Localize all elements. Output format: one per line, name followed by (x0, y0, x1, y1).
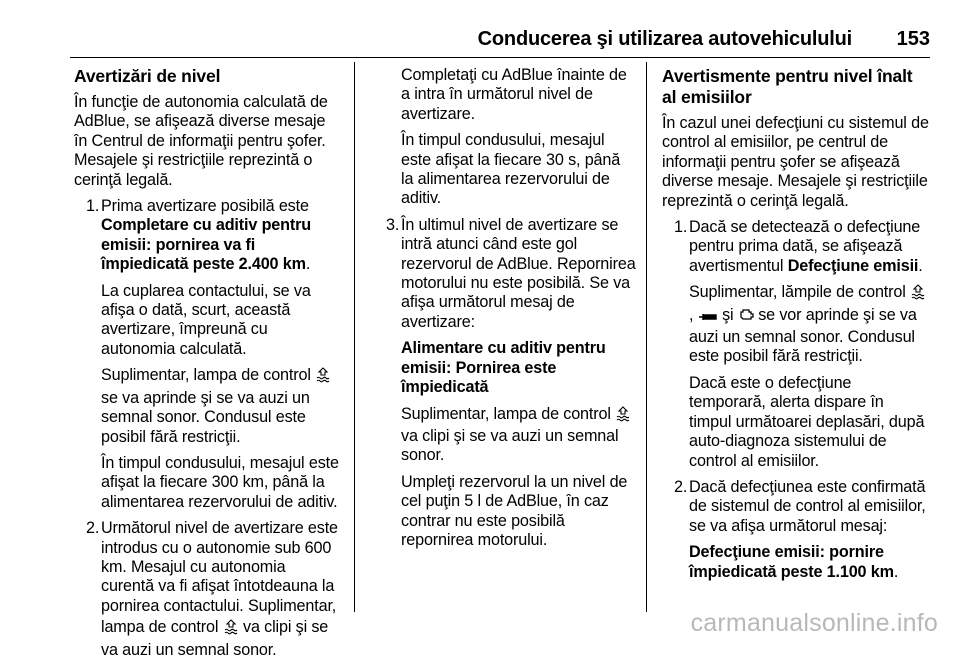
header-rule (70, 57, 930, 58)
adblue-warning-icon (910, 284, 926, 305)
text: Suplimentar, lămpile de control (689, 283, 906, 302)
text: va clipi şi se va auzi un semnal sonor. (401, 426, 619, 465)
list-item-text: Următorul nivel de avertizare este introdus cu o autonomie sub 600 km. Mesajul cu autonomia curentă va fi afişat întotdeauna la pornirea contactului. Suplimentar, (101, 519, 338, 615)
list-number: 2. (674, 477, 688, 496)
text: va clipi şi se va auzi un semnal sonor. (101, 618, 329, 659)
list-number: 3. (386, 215, 400, 234)
paragraph: Dacă este o defecţiune temporară, alerta dispare în timpul următoarei deplasări, după auto-diagnoza sistemului de control al emisiilor. (689, 373, 925, 470)
item-text: Prima avertizare posibilă este (101, 197, 309, 216)
adblue-warning-icon (615, 406, 631, 427)
list-item (74, 197, 342, 512)
text: Suplimentar, lampa de control (401, 404, 611, 423)
page-header (70, 22, 930, 62)
column-divider-2 (646, 62, 647, 612)
watermark: carmanualsonline.info (690, 609, 938, 637)
preheat-glow-plug-icon (698, 309, 718, 328)
item-text: Dacă se detectează o defecţiune pentru prima dată, se afişează avertismentul (689, 218, 921, 275)
column-1 (74, 62, 342, 667)
text: lampa de control (101, 618, 219, 637)
paragraph: La cuplarea contactului, se va afişa o dată, scurt, această avertizare, împreună cu autonomia calculată. (101, 281, 311, 358)
column-divider-1 (354, 62, 355, 612)
paragraph (689, 283, 930, 367)
list-item-text: Dacă defecţiunea este confirmată de sistemul de control al emisiilor, se va afişa următorul mesaj: (689, 477, 926, 535)
warning-list (74, 197, 342, 660)
list-item-text: În ultimul nivel de avertizare se intră atunci când este gol rezervorul de AdBlue. Repornirea motorului nu este posibilă. Se va afişa următorul mesaj de avertizare: (401, 215, 636, 331)
text: şi (722, 305, 734, 324)
list-number: 1. (86, 197, 100, 216)
intro-paragraph: În cazul unei defecţiuni cu sistemul de control al emisiilor, pe centrul de informaţii pentru şofer se afişează diverse mesaje. Mesajele şi restricţiile reprezintă o cerinţă legală. (662, 114, 929, 210)
list-item-text (689, 218, 930, 276)
warning-message (689, 543, 930, 582)
intro-paragraph: În funcţie de autonomia calculată de AdBlue, se afişează diverse mesaje în Centrul de informaţii pentru şofer. Mesajele şi restricţiile reprezintă o cerinţă legală. (74, 93, 328, 189)
list-item (374, 216, 636, 551)
punct: . (918, 256, 923, 275)
warning-message-text: Alimentare cu aditiv pentru emisii: Pornirea este împiedicată (401, 339, 606, 397)
warning-message-text: Defecţiune emisii: pornire împiedicată peste 1.100 km (689, 543, 894, 581)
page-number: 153 (896, 28, 930, 50)
punct: . (305, 255, 311, 274)
section-heading-level-warnings: Avertizări de nivel (74, 66, 221, 86)
paragraph: În timpul condusului, mesajul este afişat la fiecare 300 km, până la alimentarea rezervorului de aditiv. (101, 453, 339, 511)
punct: . (893, 562, 899, 581)
paragraph (101, 618, 342, 660)
section-heading-emissions: Avertismente pentru nivel înalt al emisiilor (662, 66, 913, 107)
text: se va aprinde şi se va auzi un semnal sonor. Condusul este posibil fără restricţii. (101, 388, 310, 446)
list-number: 1. (674, 218, 688, 237)
column-3 (662, 62, 930, 589)
emissions-list (662, 218, 930, 582)
list-number: 2. (86, 519, 100, 538)
engine-check-icon (738, 307, 754, 328)
list-item (662, 478, 930, 582)
paragraph: Umpleţi rezervorul la un nivel de cel puţin 5 l de AdBlue, în caz contrar nu este posibilă repornirea motorului. (401, 472, 628, 549)
adblue-warning-icon (223, 619, 239, 640)
paragraph (101, 366, 342, 447)
paragraph: Completaţi cu AdBlue înainte de a intra în următorul nivel de avertizare. (401, 66, 627, 123)
warning-list-continued (374, 216, 636, 551)
list-item-text (101, 197, 342, 275)
paragraph: În timpul condusului, mesajul este afişat la fiecare 30 s, până la alimentarea rezervorului de aditiv. (401, 131, 621, 208)
list-item (662, 218, 930, 471)
list-item (74, 519, 342, 660)
warning-message: Completare cu aditiv pentru emisii: pornirea va fi împiedicată peste 2.400 km (101, 216, 312, 274)
warning-message: Defecţiune emisii (787, 256, 919, 275)
continued-block (374, 66, 636, 209)
column-2 (374, 62, 636, 557)
header-title: Conducerea şi utilizarea autovehiculului (477, 28, 852, 50)
adblue-warning-icon (315, 367, 331, 388)
text: se vor aprinde şi se va auzi un semnal sonor. Condusul este posibil fără restricţii. (689, 305, 917, 366)
paragraph (401, 405, 636, 466)
text: Suplimentar, lampa de control (101, 366, 311, 385)
warning-message (401, 339, 636, 397)
text: , (689, 305, 694, 324)
